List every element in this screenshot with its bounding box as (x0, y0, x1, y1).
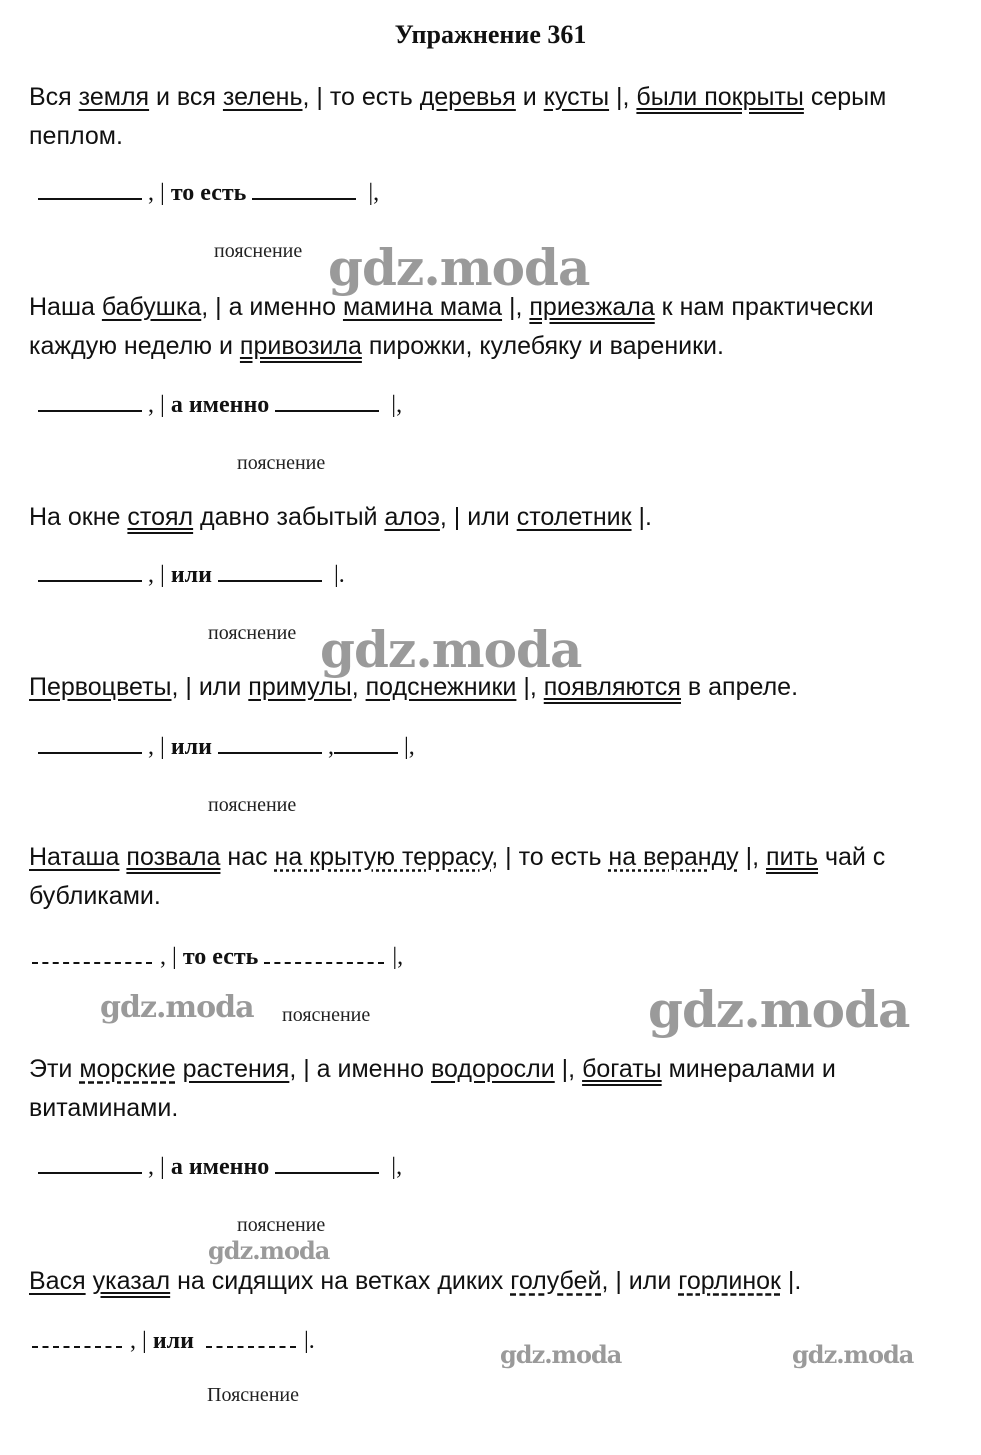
object-word: голубей (510, 1267, 602, 1295)
watermark: gdz.moda (648, 980, 910, 1039)
subject-word: Первоцветы (29, 673, 172, 701)
sentence-7: Вася указал на сидящих на ветках диких голубей, | или горлинок |. (29, 1267, 802, 1295)
predicate-word: были покрыты (636, 83, 804, 111)
sentence-3: На окне стоял давно забытый алоэ, | или столетник |. (29, 503, 652, 531)
adverbial-words: на крытую террасу (274, 843, 492, 871)
explanation-label: пояснение (237, 1214, 326, 1236)
watermark: gdz.moda (100, 990, 254, 1025)
predicate-word: указал (92, 1267, 171, 1295)
subject-word: мамина мама (342, 293, 503, 321)
subject-word: деревья (419, 83, 516, 111)
object-word: горлинок (678, 1267, 781, 1295)
sentence-5: Наташа позвала нас на крытую террасу, | то есть на веранду |, пить чай с бубликами. (29, 843, 886, 910)
subject-word: столетник (516, 503, 632, 531)
watermark: gdz.moda (792, 1340, 914, 1369)
predicate-word: привозила (239, 332, 362, 360)
explanation-label: Пояснение (207, 1384, 300, 1406)
watermark: gdz.moda (320, 620, 582, 679)
scheme-6: , | а именно |, (38, 1154, 402, 1181)
exercise-title: Упражнение 361 (394, 20, 587, 49)
subject-word: примулы (248, 673, 352, 701)
explanation-label: пояснение (214, 240, 303, 262)
subject-word: алоэ (384, 503, 440, 531)
scheme-7: , | или |. (32, 1328, 315, 1355)
explanation-label: пояснение (237, 452, 326, 474)
subject-word: Вася (29, 1267, 86, 1295)
subject-word: подснежники (365, 673, 517, 701)
explanation-label: пояснение (208, 794, 297, 816)
scheme-4: , | или , |, (38, 734, 415, 761)
watermark: gdz.moda (208, 1236, 330, 1265)
sentence-2: Наша бабушка, | а именно мамина мама |, приезжала к нам практически каждую неделю и привозила пирожки, кулебяку и вареники. (29, 293, 874, 360)
subject-word: земля (78, 83, 150, 111)
subject-word: зелень (222, 83, 303, 111)
scheme-2: , | а именно |, (38, 392, 402, 419)
sentence-6: Эти морские растения, | а именно водоросли |, богаты минералами и витаминами. (29, 1055, 836, 1122)
sentence-4: Первоцветы, | или примулы, подснежники |, появляются в апреле. (29, 673, 799, 701)
attribute-word: морские (79, 1055, 176, 1083)
adverbial-words: на веранду (608, 843, 739, 871)
scheme-3: , | или |. (38, 562, 345, 589)
subject-word: кусты (543, 83, 610, 111)
explanation-label: пояснение (282, 1004, 371, 1026)
scheme-5: , | то есть |, (32, 944, 403, 971)
scheme-1: , | то есть |, (38, 180, 379, 207)
sentence-1: Вся земля и вся зелень, | то есть деревья и кусты |, были покрыты серым пеплом. (29, 83, 887, 150)
subject-word: Наташа (29, 843, 120, 871)
watermark: gdz.moda (328, 238, 590, 297)
predicate-word: появляются (543, 673, 681, 701)
explanation-label: пояснение (208, 622, 297, 644)
predicate-word: пить (766, 843, 819, 871)
subject-word: водоросли (431, 1055, 555, 1083)
predicate-word: приезжала (529, 293, 655, 321)
predicate-word: стоял (127, 503, 194, 531)
subject-word: растения (182, 1055, 290, 1083)
subject-word: бабушка (101, 293, 202, 321)
predicate-word: богаты (582, 1055, 662, 1083)
predicate-word: позвала (126, 843, 221, 871)
watermark: gdz.moda (500, 1340, 622, 1369)
